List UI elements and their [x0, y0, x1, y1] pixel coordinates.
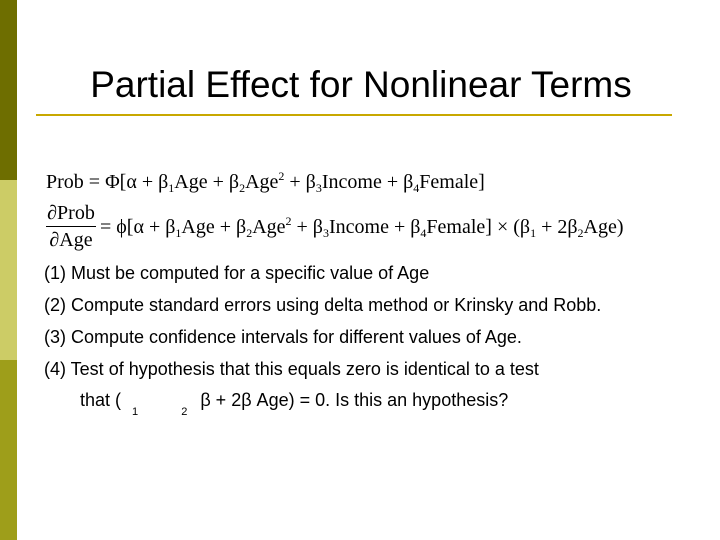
list-item-4: (4) Test of hypothesis that this equals zero is identical to a test	[44, 359, 539, 379]
eq1-t5: Female]	[419, 171, 485, 193]
equation-partial-effect	[100, 215, 624, 239]
hypothesis-test-line	[80, 390, 509, 418]
eq2-f: Female] × (β	[426, 216, 531, 238]
eq1-t2: Age	[245, 171, 279, 193]
eq2-sub4: 4	[420, 226, 427, 240]
last-c: hypothesis?	[412, 390, 509, 410]
last-sub2: 2	[181, 406, 188, 418]
equation-probit	[46, 170, 485, 194]
eq1-sup2: 2	[278, 169, 285, 183]
eq1-sub3: 3	[315, 181, 322, 195]
eq1-sub4: 4	[413, 181, 420, 195]
list-item-3: (3) Compute confidence intervals for different values of Age.	[44, 327, 522, 347]
eq1-sub1: 1	[168, 181, 175, 195]
eq1-lhs: Prob = Φ[α + β	[46, 171, 169, 193]
eq2-sub3: 3	[322, 226, 329, 240]
eq1-t4: Income + β	[321, 171, 414, 193]
list-item-2: (2) Compute standard errors using delta method or Krinsky and Robb.	[44, 295, 602, 315]
eq1-sub2: 2	[239, 181, 246, 195]
partial-derivative-fraction	[46, 202, 96, 251]
slide-title: Partial Effect for Nonlinear Terms	[90, 64, 632, 105]
eq2-c: Age	[252, 216, 286, 238]
eq2-b: Age + β	[181, 216, 247, 238]
eq2-e: Income + β	[328, 216, 421, 238]
eq2-sub6: 2	[577, 226, 584, 240]
eq2-d: + β	[291, 216, 323, 238]
title-underline	[36, 114, 672, 116]
sidebar-accent-bottom	[0, 360, 17, 540]
fraction-denominator: ∂Age	[49, 229, 93, 251]
eq1-t3: + β	[284, 171, 316, 193]
eq2-sub1: 1	[175, 226, 182, 240]
eq2-sup2: 2	[285, 214, 292, 228]
eq2-g: + 2β	[536, 216, 578, 238]
fraction-numerator: ∂Prob	[47, 202, 95, 224]
sidebar-accent-top	[0, 0, 17, 180]
sidebar-accent-middle	[0, 180, 17, 360]
last-sub1: 1	[132, 406, 139, 418]
last-a: that (	[80, 390, 122, 410]
list-item-1: (1) Must be computed for a specific value of Age	[44, 263, 430, 283]
eq2-sub5: 1	[530, 226, 537, 240]
last-b: β + 2β Age) = 0. Is this an	[200, 390, 408, 410]
eq2-sub2: 2	[246, 226, 253, 240]
eq2-a: = ϕ[α + β	[100, 216, 176, 238]
eq2-h: Age)	[583, 216, 624, 238]
fraction-bar	[46, 226, 96, 227]
eq1-t1: Age + β	[174, 171, 240, 193]
